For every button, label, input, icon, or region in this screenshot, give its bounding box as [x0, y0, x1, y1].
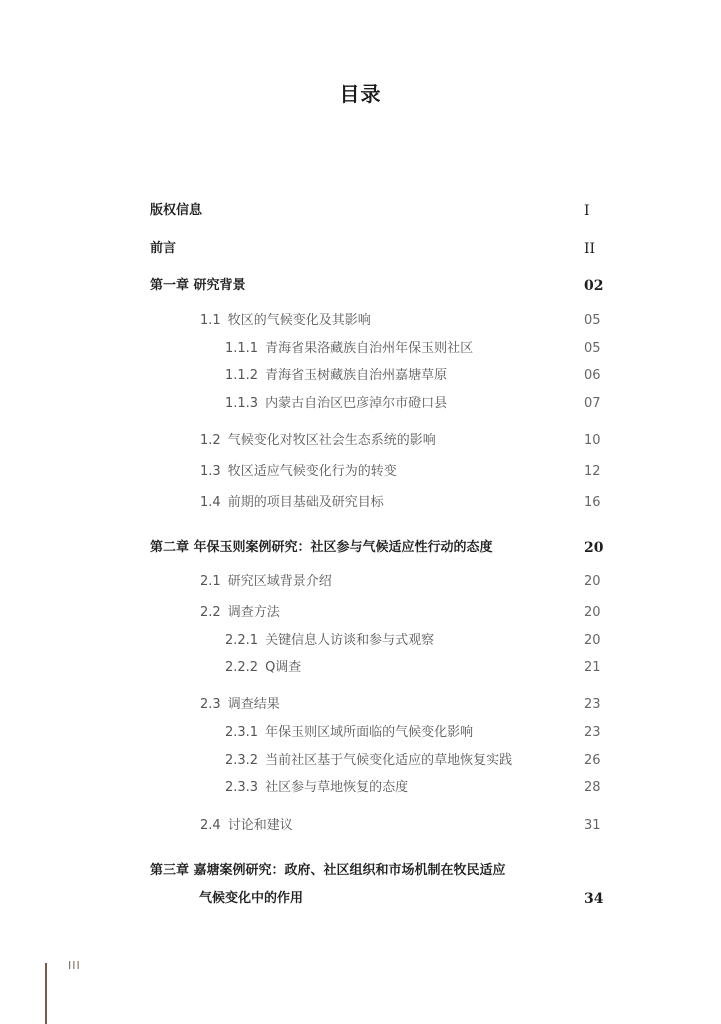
toc-entry-page: 28	[584, 780, 601, 795]
section-number: 1.1.2	[225, 368, 259, 383]
section-number: 1.2	[200, 433, 221, 448]
toc-entry-copyright[interactable]	[0, 200, 721, 222]
toc-entry-2-3-2[interactable]	[0, 750, 721, 772]
toc-entry-page: 10	[584, 433, 601, 448]
toc-entry-chapter-3[interactable]	[0, 860, 721, 882]
section-number: 2.2.1	[225, 633, 259, 648]
toc-entry-label: 第二章 年保玉则案例研究：社区参与气候适应性行动的态度	[150, 540, 493, 555]
toc-entry-label: 气候变化对牧区社会生态系统的影响	[227, 433, 436, 448]
toc-entry-preface[interactable]	[0, 238, 721, 260]
section-number: 2.1	[200, 574, 221, 589]
section-number: 1.1.1	[225, 341, 259, 356]
toc-entry-2-2-1[interactable]	[0, 630, 721, 652]
toc-entry-page: 26	[584, 753, 601, 768]
section-number: 1.3	[200, 464, 221, 479]
toc-entry-2-3[interactable]	[0, 694, 721, 716]
section-number: 2.4	[200, 818, 221, 833]
toc-entry-label: 第三章 嘉塘案例研究：政府、社区组织和市场机制在牧民适应	[150, 863, 506, 878]
toc-entry-page: 23	[584, 725, 601, 740]
toc-entry-page: 05	[584, 313, 601, 328]
toc-entry-page: 20	[584, 540, 604, 556]
toc-entry-label: 讨论和建议	[227, 818, 293, 833]
toc-entry-page: 20	[584, 633, 601, 648]
section-number: 2.3	[200, 697, 221, 712]
toc-entry-label: 内蒙古自治区巴彦淖尔市磴口县	[265, 396, 448, 411]
section-number: 1.1.3	[225, 396, 259, 411]
toc-entry-2-1[interactable]	[0, 571, 721, 593]
toc-entry-1-1-1[interactable]	[0, 338, 721, 360]
toc-entry-label: 青海省果洛藏族自治州年保玉则社区	[265, 341, 474, 356]
toc-entry-page: 31	[584, 818, 601, 833]
toc-entry-label: 前言	[150, 241, 177, 256]
toc-entry-label: 年保玉则区域所面临的气候变化影响	[265, 725, 474, 740]
toc-entry-label: 调查结果	[227, 697, 280, 712]
toc-entry-label: Q调查	[265, 660, 302, 675]
toc-entry-1-1-3[interactable]	[0, 393, 721, 415]
toc-entry-1-4[interactable]	[0, 492, 721, 514]
toc-entry-2-2[interactable]	[0, 602, 721, 624]
toc-entry-label: 牧区适应气候变化行为的转变	[227, 464, 397, 479]
section-number: 1.1	[200, 313, 221, 328]
toc-entry-page: 34	[584, 891, 604, 907]
toc-entry-chapter-1[interactable]	[0, 275, 721, 297]
section-number: 1.4	[200, 495, 221, 510]
footer-accent-bar	[45, 963, 47, 1024]
toc-entry-page: 06	[584, 368, 601, 383]
toc-entry-2-3-3[interactable]	[0, 777, 721, 799]
toc-entry-page: 20	[584, 605, 601, 620]
toc-entry-1-1-2[interactable]	[0, 365, 721, 387]
toc-entry-1-1[interactable]	[0, 310, 721, 332]
toc-entry-label: 版权信息	[150, 203, 203, 218]
section-number: 2.2	[200, 605, 221, 620]
toc-entry-1-2[interactable]	[0, 430, 721, 452]
toc-entry-page: II	[584, 241, 596, 257]
toc-entry-2-3-1[interactable]	[0, 722, 721, 744]
toc-entry-2-2-2[interactable]	[0, 657, 721, 679]
footer-page-number: III	[68, 959, 81, 972]
section-number: 2.3.1	[225, 725, 259, 740]
toc-entry-label: 关键信息人访谈和参与式观察	[265, 633, 435, 648]
toc-entry-page: I	[584, 203, 590, 219]
toc-entry-label: 研究区域背景介绍	[227, 574, 332, 589]
toc-entry-page: 21	[584, 660, 601, 675]
toc-entry-page: 12	[584, 464, 601, 479]
section-number: 2.2.2	[225, 660, 259, 675]
toc-entry-label: 当前社区基于气候变化适应的草地恢复实践	[265, 753, 513, 768]
section-number: 2.3.2	[225, 753, 259, 768]
toc-entry-page: 20	[584, 574, 601, 589]
toc-entry-page: 07	[584, 396, 601, 411]
toc-entry-label: 第一章 研究背景	[150, 278, 246, 293]
toc-entry-label: 前期的项目基础及研究目标	[227, 495, 384, 510]
toc-entry-label: 社区参与草地恢复的态度	[265, 780, 409, 795]
toc-entry-label: 青海省玉树藏族自治州嘉塘草原	[265, 368, 448, 383]
toc-entry-page: 05	[584, 341, 601, 356]
toc-entry-label: 牧区的气候变化及其影响	[227, 313, 371, 328]
page-title: 目录	[339, 82, 382, 106]
toc-entry-2-4[interactable]	[0, 815, 721, 837]
toc-entry-label: 调查方法	[227, 605, 280, 620]
toc-entry-page: 02	[584, 278, 604, 294]
toc-entry-chapter-2[interactable]	[0, 537, 721, 559]
toc-entry-page: 16	[584, 495, 601, 510]
section-number: 2.3.3	[225, 780, 259, 795]
toc-entry-page: 23	[584, 697, 601, 712]
toc-entry-label-continued: 气候变化中的作用	[199, 891, 304, 906]
toc-entry-chapter-3-continued[interactable]	[0, 888, 721, 910]
toc-entry-1-3[interactable]	[0, 461, 721, 483]
